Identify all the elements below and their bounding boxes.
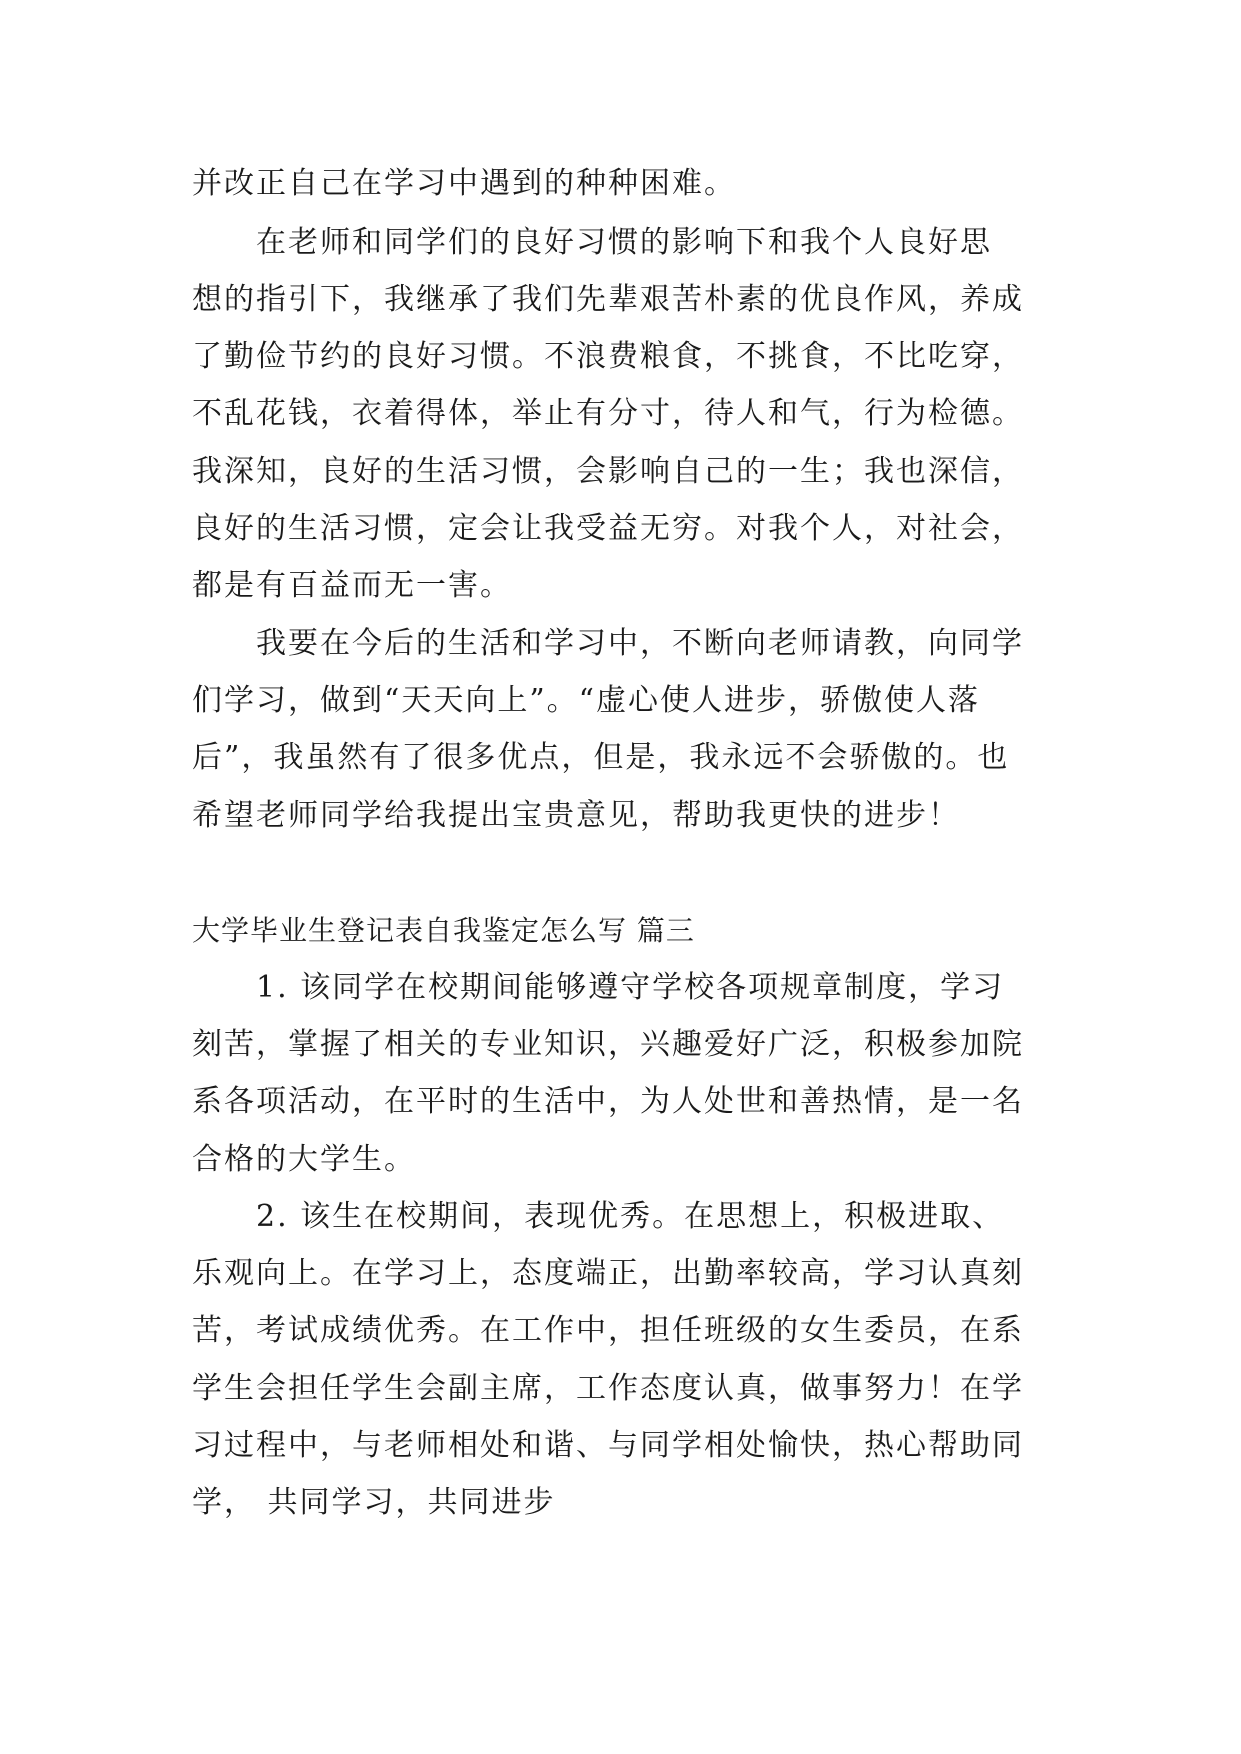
paragraph-line: 学， 共同学习，共同进步 bbox=[192, 1485, 556, 1520]
paragraph-line: 我要在今后的生活和学习中，不断向老师请教，向同学 bbox=[256, 626, 1024, 661]
paragraph-line: 系各项活动，在平时的生活中，为人处世和善热情，是一名 bbox=[192, 1084, 1024, 1119]
paragraph-line: 合格的大学生。 bbox=[192, 1142, 416, 1177]
paragraph-line: 并改正自己在学习中遇到的种种困难。 bbox=[192, 166, 736, 201]
paragraph-line: 学生会担任学生会副主席，工作态度认真，做事努力！在学 bbox=[192, 1371, 1024, 1406]
paragraph-line: 不乱花钱，衣着得体，举止有分寸，待人和气，行为检德。 bbox=[192, 396, 1024, 431]
paragraph-line: 良好的生活习惯，定会让我受益无穷。对我个人，对社会， bbox=[192, 511, 1024, 546]
paragraph-line: 1. 该同学在校期间能够遵守学校各项规章制度，学习 bbox=[256, 970, 1005, 1005]
paragraph-line: 刻苦，掌握了相关的专业知识，兴趣爱好广泛，积极参加院 bbox=[192, 1027, 1024, 1062]
paragraph-line: 2. 该生在校期间，表现优秀。在思想上，积极进取、 bbox=[256, 1199, 1005, 1234]
paragraph-line: 后”，我虽然有了很多优点，但是，我永远不会骄傲的。也 bbox=[192, 740, 1010, 775]
paragraph-line: 我深知，良好的生活习惯，会影响自己的一生；我也深信， bbox=[192, 454, 1024, 489]
paragraph-line: 们学习，做到“天天向上”。“虚心使人进步，骄傲使人落 bbox=[192, 683, 981, 718]
paragraph-line: 都是有百益而无一害。 bbox=[192, 568, 512, 603]
paragraph-line: 苦，考试成绩优秀。在工作中，担任班级的女生委员，在系 bbox=[192, 1313, 1024, 1348]
paragraph-line: 想的指引下，我继承了我们先辈艰苦朴素的优良作风，养成 bbox=[192, 282, 1024, 317]
paragraph-line: 乐观向上。在学习上，态度端正，出勤率较高，学习认真刻 bbox=[192, 1256, 1024, 1291]
paragraph-line: 了勤俭节约的良好习惯。不浪费粮食，不挑食，不比吃穿， bbox=[192, 339, 1024, 374]
paragraph-line: 在老师和同学们的良好习惯的影响下和我个人良好思 bbox=[256, 225, 992, 260]
paragraph-line: 习过程中，与老师相处和谐、与同学相处愉快，热心帮助同 bbox=[192, 1428, 1024, 1463]
paragraph-line: 希望老师同学给我提出宝贵意见，帮助我更快的进步！ bbox=[192, 798, 960, 833]
section-heading: 大学毕业生登记表自我鉴定怎么写 篇三 bbox=[192, 914, 695, 947]
